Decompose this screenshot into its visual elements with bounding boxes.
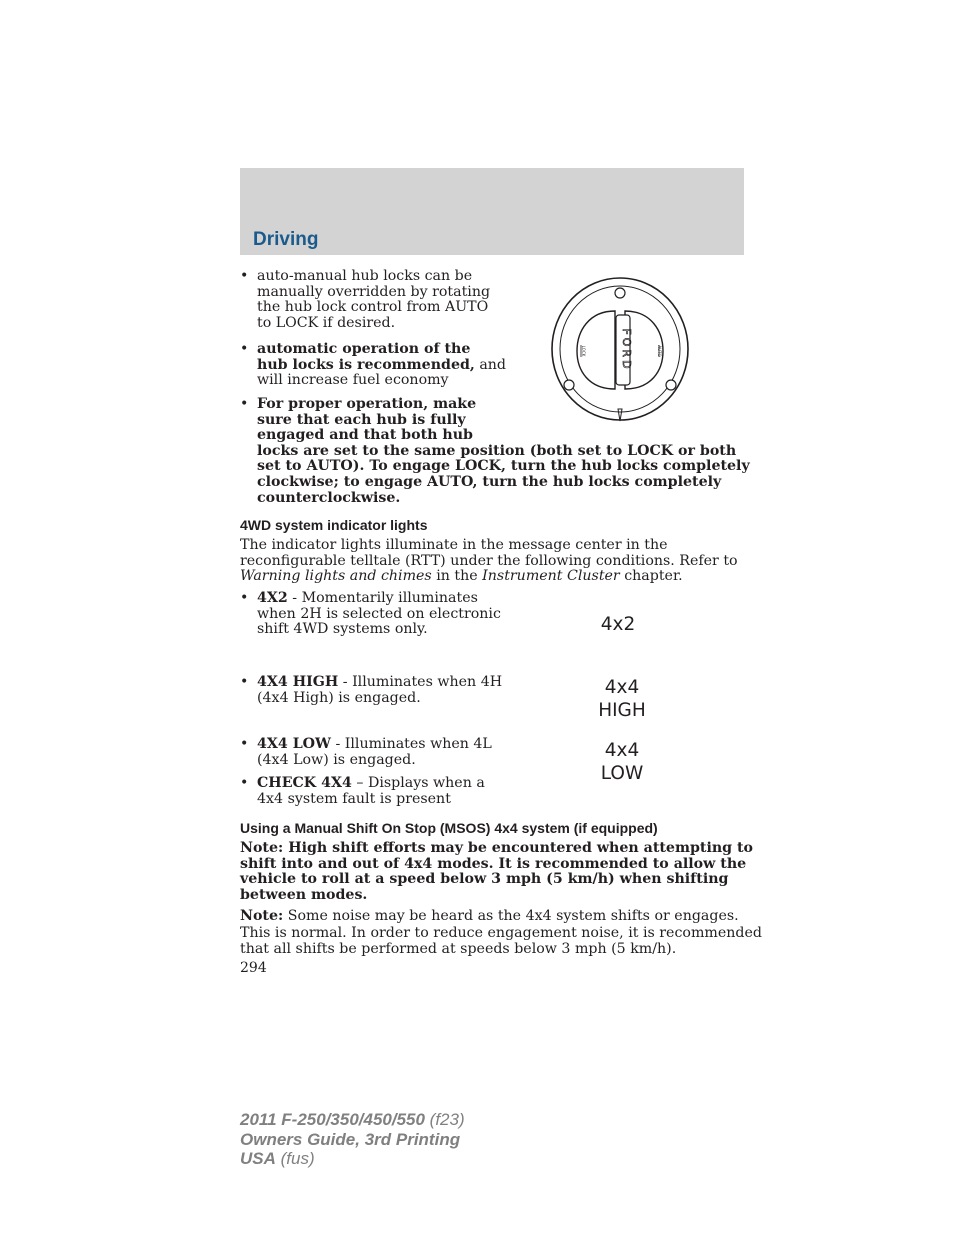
footer-code: (f23) — [424, 1110, 465, 1129]
indicator-4x2-symbol — [578, 613, 658, 636]
text-line: The indicator lights illuminate in the message center in the — [240, 537, 668, 553]
text-line: locks are set to the same position (both set to LOCK or both — [257, 442, 737, 459]
hub-lock-label: LOCK — [581, 345, 586, 357]
text-line: when 2H is selected on electronic — [257, 605, 501, 622]
cross-reference: Warning lights and chimes — [240, 568, 432, 585]
bold-text: 4X2 — [257, 590, 288, 606]
bullet-marker: • — [240, 674, 249, 690]
symbol-text: 4x4 — [604, 740, 640, 761]
indicator-item-4x4-high — [257, 675, 502, 706]
bullet-marker: • — [240, 396, 249, 412]
msos-note-1 — [240, 841, 753, 903]
indicator-heading: 4WD system indicator lights — [240, 517, 428, 533]
text-line: shift into and out of 4x4 modes. It is recommended to allow the — [240, 855, 747, 872]
bullet-marker: • — [240, 341, 249, 357]
text-line: engaged and that both hub — [257, 427, 473, 444]
indicator-item-4x4-low — [257, 737, 492, 768]
text-line: sure that each hub is fully — [257, 411, 466, 428]
indicator-4x4-high-symbol — [582, 676, 662, 722]
indicator-intro — [240, 538, 738, 585]
hub-lock-illustration — [549, 275, 691, 427]
text-line: set to AUTO). To engage LOCK, turn the hub locks completely — [257, 458, 750, 475]
text-line: This is normal. In order to reduce engagement noise, it is recommended — [240, 924, 762, 941]
footer-market-code: (fus) — [275, 1149, 315, 1168]
document-footer — [240, 1110, 465, 1169]
text-line: manually overridden by rotating — [257, 283, 491, 300]
bold-text: hub locks is recommended, — [257, 356, 475, 373]
text-span: - Momentarily illuminates — [287, 590, 478, 606]
text-line: (4x4 High) is engaged. — [257, 689, 421, 706]
page-number: 294 — [240, 960, 267, 976]
bold-text: 4X4 LOW — [257, 736, 331, 752]
bold-text: automatic operation of the — [257, 341, 471, 357]
section-title: Driving — [253, 229, 319, 250]
symbol-text: 4x2 — [600, 614, 636, 635]
footer-guide: Owners Guide, 3rd Printing — [240, 1129, 461, 1149]
text-line: auto-manual hub locks can be — [257, 268, 473, 284]
text-line: reconfigurable telltale (RTT) under the following conditions. Refer to — [240, 552, 738, 569]
hub-auto-label: AUTO — [657, 345, 662, 357]
text-line: Note: High shift efforts may be encountered when attempting to — [240, 840, 754, 856]
text-line: For proper operation, make — [257, 396, 477, 412]
symbol-text: HIGH — [598, 700, 646, 721]
note-label: Note: — [240, 908, 284, 924]
text-line: to LOCK if desired. — [257, 314, 396, 331]
text-span: Some noise may be heard as the 4x4 system shifts or engages. — [283, 908, 739, 924]
bullet-marker: • — [240, 590, 249, 606]
symbol-text: LOW — [600, 763, 644, 784]
bold-text: CHECK 4X4 — [257, 775, 352, 791]
text-line: will increase fuel economy — [257, 372, 449, 389]
text-span: and — [474, 356, 507, 373]
footer-model: 2011 F-250/350/450/550 — [240, 1110, 425, 1129]
text-span: – Displays when a — [351, 775, 485, 791]
text-line: shift 4WD systems only. — [257, 621, 428, 638]
indicator-item-4x2 — [257, 591, 501, 638]
bullet-marker: • — [240, 268, 249, 284]
text-line: vehicle to roll at a speed below 3 mph (5 km/h) when shifting — [240, 871, 729, 888]
msos-heading: Using a Manual Shift On Stop (MSOS) 4x4 system (if equipped) — [240, 820, 658, 836]
brand-logo-text: FORD — [620, 328, 633, 372]
text-line: between modes. — [240, 886, 368, 903]
footer-market: USA — [240, 1149, 276, 1168]
text-span: - Illuminates when 4L — [330, 736, 492, 752]
msos-note-2 — [240, 908, 762, 958]
text-line: clockwise; to engage AUTO, turn the hub locks completely — [257, 473, 722, 490]
text-span: in the — [431, 568, 483, 585]
bullet-marker: • — [240, 775, 249, 791]
bullet-marker: • — [240, 736, 249, 752]
text-line: the hub lock control from AUTO — [257, 299, 489, 316]
indicator-item-check-4x4 — [257, 776, 485, 807]
hub-bullet-2 — [257, 342, 506, 389]
text-line: counterclockwise. — [257, 489, 401, 506]
text-line: that all shifts be performed at speeds below 3 mph (5 km/h). — [240, 941, 677, 958]
bold-text: 4X4 HIGH — [257, 674, 339, 690]
indicator-4x4-low-symbol — [582, 739, 662, 785]
text-span: - Illuminates when 4H — [338, 674, 503, 690]
text-line: (4x4 Low) is engaged. — [257, 751, 416, 768]
hub-bullet-1 — [257, 269, 490, 331]
cross-reference: Instrument Cluster — [482, 568, 620, 585]
text-line: 4x4 system fault is present — [257, 790, 451, 807]
symbol-text: 4x4 — [604, 677, 640, 698]
text-span: chapter. — [619, 568, 683, 585]
